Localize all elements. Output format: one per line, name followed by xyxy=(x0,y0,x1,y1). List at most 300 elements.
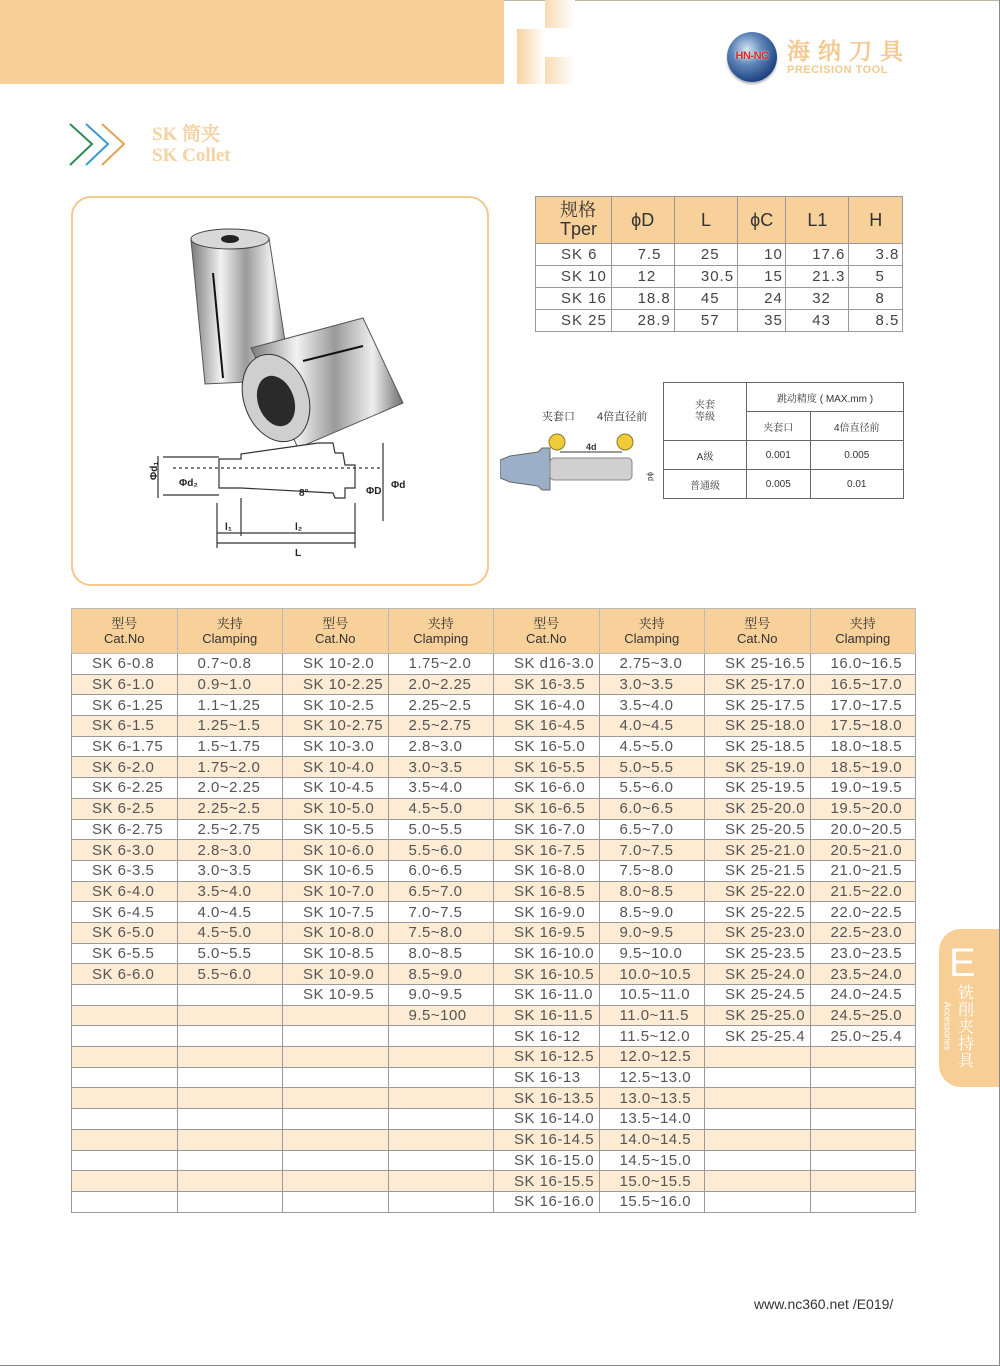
header-cat-no xyxy=(705,609,811,654)
cat-no-cell xyxy=(283,1171,389,1192)
clamping-range-cell: 17.5~18.0 xyxy=(810,716,916,737)
header-label-en: Clamping xyxy=(413,631,469,646)
clamping-range-cell: 8.5~9.0 xyxy=(599,902,705,923)
runout-grade: A级 xyxy=(664,441,747,470)
cat-no-cell xyxy=(705,1150,811,1171)
cat-no-cell: SK 16-6.0 xyxy=(494,778,600,799)
collet-technical-drawing xyxy=(158,443,383,548)
clamping-range-cell: 9.5~10.0 xyxy=(599,943,705,964)
runout-row xyxy=(664,470,904,499)
cat-no-cell: SK 6-3.0 xyxy=(72,840,178,861)
runout-value: 0.001 xyxy=(747,441,811,470)
table-row xyxy=(72,1088,916,1109)
clamping-range-cell xyxy=(177,1129,283,1150)
clamping-range-cell: 22.5~23.0 xyxy=(810,922,916,943)
clamping-range-cell: 5.0~5.5 xyxy=(177,943,283,964)
spec-value: 35 xyxy=(738,310,786,332)
cat-no-cell: SK 16-16.0 xyxy=(494,1191,600,1212)
cat-no-cell: SK 10-2.0 xyxy=(283,654,389,675)
header-label-en: Cat.No xyxy=(315,631,356,646)
cat-no-cell: SK 16-11.0 xyxy=(494,985,600,1006)
cat-no-cell xyxy=(705,1088,811,1109)
table-row xyxy=(72,1067,916,1088)
clamping-range-cell: 11.0~11.5 xyxy=(599,1005,705,1026)
clamping-range-cell xyxy=(177,1047,283,1068)
cat-no-cell: SK 10-5.0 xyxy=(283,798,389,819)
cat-no-cell xyxy=(705,1171,811,1192)
globe-icon xyxy=(727,32,777,82)
dim-label-d1: Φd₁ xyxy=(149,461,160,480)
cat-no-cell: SK 16-11.5 xyxy=(494,1005,600,1026)
spec-value: 15 xyxy=(738,266,786,288)
cat-no-cell xyxy=(283,1191,389,1212)
header-label-en: Cat.No xyxy=(526,631,567,646)
table-row xyxy=(72,943,916,964)
table-row xyxy=(72,654,916,675)
header-label-cn: 夹持 xyxy=(427,616,454,631)
table-row xyxy=(72,778,916,799)
clamping-range-cell: 4.0~4.5 xyxy=(177,902,283,923)
dim-label-L: L xyxy=(295,548,302,559)
clamping-range-cell xyxy=(810,1088,916,1109)
cat-no-cell xyxy=(283,1067,389,1088)
runout-value: 0.005 xyxy=(810,441,904,470)
table-row xyxy=(72,736,916,757)
clamping-range-cell: 3.5~4.0 xyxy=(388,778,494,799)
header-label-cn: 型号 xyxy=(322,616,349,631)
cat-no-cell: SK 25-18.5 xyxy=(705,736,811,757)
spec-value: 8 xyxy=(849,288,903,310)
cat-no-cell: SK 16-7.5 xyxy=(494,840,600,861)
clamping-range-cell: 2.8~3.0 xyxy=(177,840,283,861)
header-cat-no xyxy=(283,609,389,654)
clamping-range-cell: 4.5~5.0 xyxy=(599,736,705,757)
cat-no-cell: SK 16-4.5 xyxy=(494,716,600,737)
dim-label-d: Φd xyxy=(391,480,406,491)
clamping-range-cell: 7.5~8.0 xyxy=(599,860,705,881)
clamping-range-cell: 7.0~7.5 xyxy=(599,840,705,861)
cat-no-cell: SK 6-1.25 xyxy=(72,695,178,716)
cat-no-cell xyxy=(705,1047,811,1068)
cat-no-cell: SK d16-3.0 xyxy=(494,654,600,675)
header-label-en: Cat.No xyxy=(104,631,145,646)
decor-square xyxy=(545,57,575,84)
section-title-cn: SK 筒夹 xyxy=(152,124,221,145)
table-row xyxy=(72,1109,916,1130)
cat-no-cell xyxy=(72,1047,178,1068)
cat-no-cell: SK 6-1.0 xyxy=(72,674,178,695)
header-label-cn: 型号 xyxy=(744,616,771,631)
clamping-range-cell: 20.5~21.0 xyxy=(810,840,916,861)
cat-no-cell: SK 25-20.0 xyxy=(705,798,811,819)
clamping-range-cell: 16.5~17.0 xyxy=(810,674,916,695)
cat-no-cell: SK 6-3.5 xyxy=(72,860,178,881)
cat-no-cell: SK 6-0.8 xyxy=(72,654,178,675)
clamping-range-cell xyxy=(177,1088,283,1109)
cat-no-cell xyxy=(705,1067,811,1088)
table-row xyxy=(72,1191,916,1212)
gauge-label-collet-mouth: 夹套口 xyxy=(542,411,575,423)
cat-no-cell xyxy=(283,1088,389,1109)
dim-label-d2: Φd₂ xyxy=(179,478,198,489)
cat-no-cell: SK 25-19.0 xyxy=(705,757,811,778)
header-label-en: Clamping xyxy=(202,631,258,646)
cat-no-cell: SK 25-20.5 xyxy=(705,819,811,840)
header-clamping xyxy=(177,609,283,654)
clamping-range-cell: 0.9~1.0 xyxy=(177,674,283,695)
clamping-range-cell: 22.0~22.5 xyxy=(810,902,916,923)
cat-no-cell: SK 25-17.5 xyxy=(705,695,811,716)
cat-no-cell: SK 16-14.0 xyxy=(494,1109,600,1130)
clamping-range-cell: 2.25~2.5 xyxy=(388,695,494,716)
cat-no-cell xyxy=(705,1129,811,1150)
cat-no-cell: SK 16-12 xyxy=(494,1026,600,1047)
clamping-range-cell: 4.0~4.5 xyxy=(599,716,705,737)
clamping-range-cell xyxy=(810,1067,916,1088)
clamping-range-cell xyxy=(388,1109,494,1130)
dim-label-D: ΦD xyxy=(366,486,382,497)
clamping-range-cell: 6.5~7.0 xyxy=(388,881,494,902)
spec-value: 21.3 xyxy=(786,266,849,288)
clamping-range-cell: 23.5~24.0 xyxy=(810,964,916,985)
cat-no-cell: SK 16-7.0 xyxy=(494,819,600,840)
section-title xyxy=(152,124,231,166)
header-clamping xyxy=(599,609,705,654)
clamping-range-cell: 12.0~12.5 xyxy=(599,1047,705,1068)
clamping-range-cell: 5.5~6.0 xyxy=(177,964,283,985)
brand-name-en: PRECISION TOOL xyxy=(787,64,888,76)
cat-no-cell: SK 25-24.0 xyxy=(705,964,811,985)
clamping-range-cell xyxy=(177,1026,283,1047)
gauge-dim-d: ϕd xyxy=(646,472,655,481)
clamping-range-cell: 10.0~10.5 xyxy=(599,964,705,985)
table-row xyxy=(72,840,916,861)
clamping-range-cell: 17.0~17.5 xyxy=(810,695,916,716)
clamping-range-cell xyxy=(810,1150,916,1171)
cat-no-cell: SK 25-22.0 xyxy=(705,881,811,902)
table-row xyxy=(72,1047,916,1068)
clamping-range-cell: 23.0~23.5 xyxy=(810,943,916,964)
cat-no-cell xyxy=(283,1026,389,1047)
clamping-range-cell: 6.0~6.5 xyxy=(599,798,705,819)
spec-value: 25 xyxy=(674,244,737,266)
clamping-range-cell xyxy=(177,1150,283,1171)
clamping-range-cell xyxy=(177,1171,283,1192)
clamping-range-cell: 3.0~3.5 xyxy=(388,757,494,778)
cat-no-cell: SK 25-23.5 xyxy=(705,943,811,964)
clamping-range-cell: 21.0~21.5 xyxy=(810,860,916,881)
spec-value: 30.5 xyxy=(674,266,737,288)
cat-no-cell: SK 16-5.0 xyxy=(494,736,600,757)
clamping-range-cell: 21.5~22.0 xyxy=(810,881,916,902)
clamping-range-cell: 2.0~2.25 xyxy=(388,674,494,695)
clamping-range-cell: 1.5~1.75 xyxy=(177,736,283,757)
header-label-cn: 夹持 xyxy=(849,616,876,631)
clamping-range-cell: 1.75~2.0 xyxy=(388,654,494,675)
cat-no-cell: SK 25-22.5 xyxy=(705,902,811,923)
side-tab-label-en: Accessories xyxy=(942,1001,953,1051)
logo-badge: HN-NC xyxy=(735,50,769,62)
cat-no-cell: SK 10-4.0 xyxy=(283,757,389,778)
spec-header-type-en: Tper xyxy=(560,219,598,239)
clamping-range-cell xyxy=(177,1109,283,1130)
cat-no-cell: SK 16-13.5 xyxy=(494,1088,600,1109)
clamping-range-cell: 14.0~14.5 xyxy=(599,1129,705,1150)
spec-value: 3.8 xyxy=(849,244,903,266)
cat-no-cell: SK 6-1.75 xyxy=(72,736,178,757)
cat-no-cell: SK 6-2.0 xyxy=(72,757,178,778)
clamping-range-cell: 24.5~25.0 xyxy=(810,1005,916,1026)
spec-value: 45 xyxy=(674,288,737,310)
cat-no-cell xyxy=(72,1171,178,1192)
cat-no-cell: SK 25-19.5 xyxy=(705,778,811,799)
clamping-range-cell xyxy=(177,1191,283,1212)
runout-table xyxy=(663,382,904,499)
cat-no-cell xyxy=(72,1150,178,1171)
clamping-range-cell: 20.0~20.5 xyxy=(810,819,916,840)
cat-no-cell: SK 10-6.0 xyxy=(283,840,389,861)
table-row xyxy=(72,860,916,881)
table-row xyxy=(72,985,916,1006)
table-row xyxy=(72,1150,916,1171)
clamping-range-cell xyxy=(388,1191,494,1212)
cat-no-cell: SK 6-2.25 xyxy=(72,778,178,799)
clamping-range-cell: 16.0~16.5 xyxy=(810,654,916,675)
clamping-range-cell xyxy=(810,1129,916,1150)
header-label-cn: 夹持 xyxy=(638,616,665,631)
cat-no-cell: SK 16-5.5 xyxy=(494,757,600,778)
header-cat-no xyxy=(72,609,178,654)
header-label-en: Clamping xyxy=(835,631,891,646)
decor-square xyxy=(517,29,545,84)
clamping-range-cell: 7.5~8.0 xyxy=(388,922,494,943)
clamping-range-cell: 8.0~8.5 xyxy=(388,943,494,964)
cat-no-cell: SK 25-24.5 xyxy=(705,985,811,1006)
clamping-range-cell: 15.0~15.5 xyxy=(599,1171,705,1192)
spec-value: 7.5 xyxy=(611,244,674,266)
table-row xyxy=(72,798,916,819)
gauge-dim-4d: 4d xyxy=(586,442,597,452)
clamping-range-cell xyxy=(388,1129,494,1150)
cat-no-cell: SK 16-9.0 xyxy=(494,902,600,923)
clamping-range-cell: 5.5~6.0 xyxy=(388,840,494,861)
cat-no-cell: SK 10-2.25 xyxy=(283,674,389,695)
runout-subheader-mouth: 夹套口 xyxy=(747,412,811,441)
cat-no-cell: SK 25-21.0 xyxy=(705,840,811,861)
clamping-range-cell: 3.5~4.0 xyxy=(177,881,283,902)
clamping-range-cell xyxy=(388,1026,494,1047)
clamping-range-cell: 10.5~11.0 xyxy=(599,985,705,1006)
clamping-range-cell: 2.75~3.0 xyxy=(599,654,705,675)
header-band xyxy=(0,0,504,84)
runout-row xyxy=(664,441,904,470)
spec-table xyxy=(535,196,903,332)
table-row xyxy=(72,695,916,716)
cat-no-cell: SK 10-2.75 xyxy=(283,716,389,737)
cat-no-cell: SK 25-25.4 xyxy=(705,1026,811,1047)
cat-no-cell: SK 10-5.5 xyxy=(283,819,389,840)
clamping-range-cell: 6.0~6.5 xyxy=(388,860,494,881)
cat-no-cell: SK 6-5.0 xyxy=(72,922,178,943)
clamping-range-cell xyxy=(388,1047,494,1068)
table-row xyxy=(72,1005,916,1026)
cat-no-cell: SK 10-8.5 xyxy=(283,943,389,964)
table-row xyxy=(72,922,916,943)
cat-no-cell: SK 25-18.0 xyxy=(705,716,811,737)
table-row xyxy=(72,757,916,778)
cat-no-cell: SK 6-6.0 xyxy=(72,964,178,985)
header-clamping xyxy=(810,609,916,654)
clamping-range-cell xyxy=(810,1047,916,1068)
footer-url: www.nc360.net /E019/ xyxy=(754,1296,894,1312)
clamping-range-cell xyxy=(177,985,283,1006)
clamping-range-cell: 2.25~2.5 xyxy=(177,798,283,819)
cat-no-cell: SK 10-9.5 xyxy=(283,985,389,1006)
cat-no-cell xyxy=(72,1067,178,1088)
clamping-range-cell xyxy=(177,1067,283,1088)
spec-header-H: H xyxy=(849,197,903,244)
table-row xyxy=(72,716,916,737)
clamping-range-cell: 5.0~5.5 xyxy=(599,757,705,778)
cat-no-cell: SK 10-7.5 xyxy=(283,902,389,923)
cat-no-cell: SK 16-15.5 xyxy=(494,1171,600,1192)
table-row xyxy=(72,964,916,985)
spec-value: 10 xyxy=(738,244,786,266)
section-side-tab xyxy=(939,929,1000,1087)
clamping-table-header xyxy=(72,609,916,654)
cat-no-cell: SK 10-6.5 xyxy=(283,860,389,881)
cat-no-cell: SK 6-4.5 xyxy=(72,902,178,923)
clamping-range-cell: 9.5~100 xyxy=(388,1005,494,1026)
cat-no-cell xyxy=(72,985,178,1006)
clamping-range-cell xyxy=(388,1171,494,1192)
clamping-range-cell: 18.0~18.5 xyxy=(810,736,916,757)
cat-no-cell xyxy=(72,1005,178,1026)
collet-illustration xyxy=(73,198,487,584)
table-row xyxy=(72,1129,916,1150)
spec-value: 43 xyxy=(786,310,849,332)
table-row xyxy=(72,819,916,840)
header-label-cn: 夹持 xyxy=(216,616,243,631)
spec-value: 28.9 xyxy=(611,310,674,332)
cat-no-cell: SK 6-2.75 xyxy=(72,819,178,840)
clamping-range-cell: 19.0~19.5 xyxy=(810,778,916,799)
header-label-en: Clamping xyxy=(624,631,680,646)
cat-no-cell: SK 25-23.0 xyxy=(705,922,811,943)
spec-row xyxy=(536,310,903,332)
clamping-range-cell: 2.5~2.75 xyxy=(388,716,494,737)
spec-value: 32 xyxy=(786,288,849,310)
cat-no-cell: SK 16-10.0 xyxy=(494,943,600,964)
cat-no-cell: SK 16-3.5 xyxy=(494,674,600,695)
side-tab-label-cn: 铣削夹持具 xyxy=(958,985,975,1070)
spec-header-D: ϕD xyxy=(611,197,674,244)
header-label-cn: 型号 xyxy=(111,616,138,631)
clamping-range-cell: 15.5~16.0 xyxy=(599,1191,705,1212)
spec-type: SK 25 xyxy=(536,310,612,332)
clamping-range-cell xyxy=(388,1088,494,1109)
spec-table-header xyxy=(536,197,903,244)
cat-no-cell: SK 16-8.0 xyxy=(494,860,600,881)
clamping-range-cell: 2.8~3.0 xyxy=(388,736,494,757)
spec-type: SK 6 xyxy=(536,244,612,266)
cat-no-cell xyxy=(72,1109,178,1130)
cat-no-cell: SK 10-3.0 xyxy=(283,736,389,757)
cat-no-cell: SK 16-4.0 xyxy=(494,695,600,716)
runout-header-precision: 跳动精度 ( MAX.mm ) xyxy=(747,383,904,412)
cat-no-cell xyxy=(705,1191,811,1212)
cat-no-cell: SK 16-13 xyxy=(494,1067,600,1088)
cat-no-cell: SK 16-9.5 xyxy=(494,922,600,943)
clamping-range-cell: 9.0~9.5 xyxy=(599,922,705,943)
runout-header-grade: 夹套 等级 xyxy=(664,383,747,441)
clamping-range-cell: 14.5~15.0 xyxy=(599,1150,705,1171)
spec-value: 12 xyxy=(611,266,674,288)
clamping-range-cell xyxy=(388,1150,494,1171)
table-row xyxy=(72,674,916,695)
section-title-en: SK Collet xyxy=(152,145,231,166)
chevrons-icon xyxy=(68,122,128,167)
clamping-range-cell: 0.7~0.8 xyxy=(177,654,283,675)
clamping-range-cell xyxy=(810,1171,916,1192)
cat-no-cell xyxy=(283,1109,389,1130)
side-tab-letter: E xyxy=(949,941,976,985)
clamping-range-cell: 18.5~19.0 xyxy=(810,757,916,778)
clamping-range-cell: 13.5~14.0 xyxy=(599,1109,705,1130)
clamping-range-cell: 8.5~9.0 xyxy=(388,964,494,985)
cat-no-cell: SK 10-8.0 xyxy=(283,922,389,943)
clamping-range-cell: 12.5~13.0 xyxy=(599,1067,705,1088)
runout-value: 0.01 xyxy=(810,470,904,499)
clamping-range-cell: 2.5~2.75 xyxy=(177,819,283,840)
cat-no-cell: SK 16-15.0 xyxy=(494,1150,600,1171)
dim-label-l1: l₁ xyxy=(225,522,232,533)
table-row xyxy=(72,1171,916,1192)
runout-subheader-4x: 4倍直径前 xyxy=(810,412,904,441)
spec-value: 8.5 xyxy=(849,310,903,332)
cat-no-cell: SK 16-10.5 xyxy=(494,964,600,985)
table-row xyxy=(72,881,916,902)
spec-value: 5 xyxy=(849,266,903,288)
cat-no-cell: SK 16-12.5 xyxy=(494,1047,600,1068)
cat-no-cell: SK 6-2.5 xyxy=(72,798,178,819)
dim-label-l2: l₂ xyxy=(295,522,303,533)
brand-logo xyxy=(727,32,911,82)
clamping-range-cell: 25.0~25.4 xyxy=(810,1026,916,1047)
header-label-cn: 型号 xyxy=(533,616,560,631)
clamping-range-cell: 1.25~1.5 xyxy=(177,716,283,737)
cat-no-cell: SK 6-1.5 xyxy=(72,716,178,737)
clamping-range-cell: 5.0~5.5 xyxy=(388,819,494,840)
cat-no-cell: SK 6-5.5 xyxy=(72,943,178,964)
spec-header-type xyxy=(536,197,612,244)
clamping-table xyxy=(71,608,916,1213)
product-image-panel xyxy=(71,196,489,586)
cat-no-cell: SK 16-6.5 xyxy=(494,798,600,819)
clamping-range-cell: 3.0~3.5 xyxy=(177,860,283,881)
spec-value: 57 xyxy=(674,310,737,332)
spec-value: 18.8 xyxy=(611,288,674,310)
clamping-range-cell: 7.0~7.5 xyxy=(388,902,494,923)
spec-value: 24 xyxy=(738,288,786,310)
runout-value: 0.005 xyxy=(747,470,811,499)
clamping-range-cell: 6.5~7.0 xyxy=(599,819,705,840)
table-row xyxy=(72,902,916,923)
header-cat-no xyxy=(494,609,600,654)
cat-no-cell xyxy=(705,1109,811,1130)
cat-no-cell xyxy=(72,1088,178,1109)
cat-no-cell xyxy=(283,1005,389,1026)
